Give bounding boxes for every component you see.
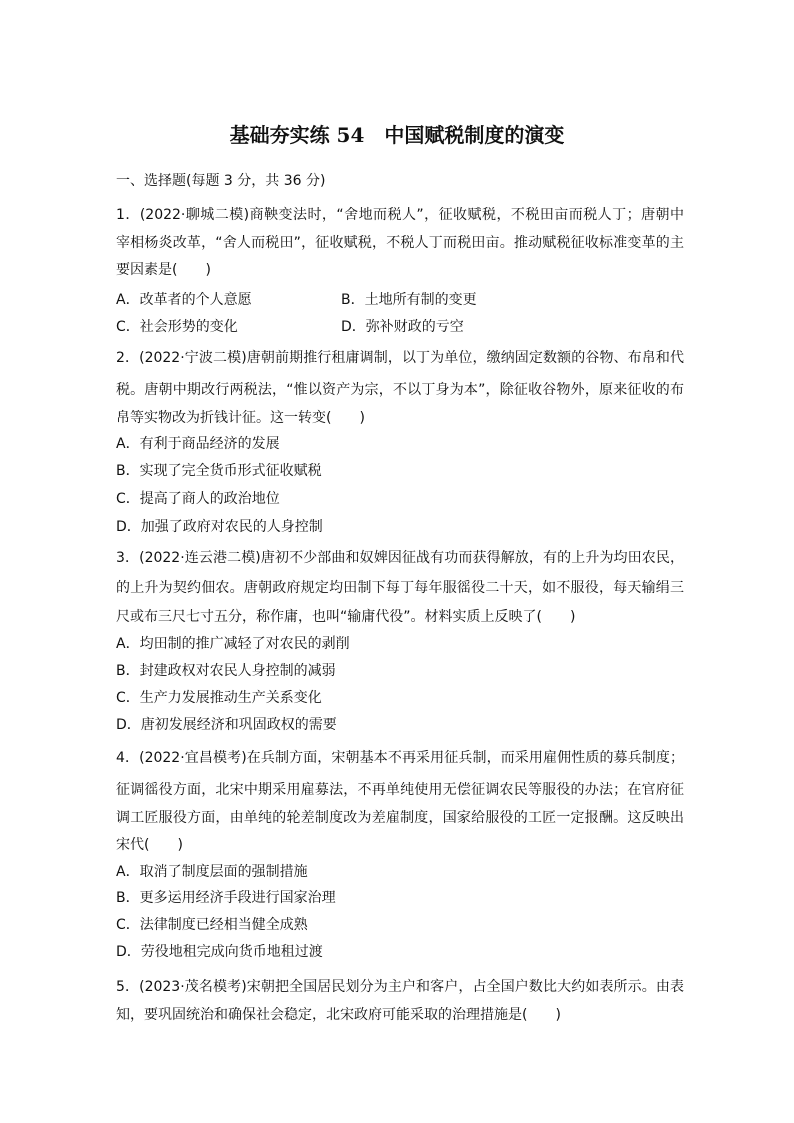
option-c[interactable]: C．提高了商人的政治地位: [116, 491, 280, 507]
option-c[interactable]: C．生产力发展推动生产关系变化: [116, 690, 322, 706]
question-text-line: 要因素是( ): [116, 262, 211, 278]
option-b[interactable]: B．更多运用经济手段进行国家治理: [116, 890, 336, 906]
question-text-line: 税。唐朝中期改行两税法，“惟以资产为宗，不以丁身为本”，除征收谷物外，原来征收的布: [116, 382, 684, 398]
question-text-line: 宋代( ): [116, 837, 183, 853]
question-text-line: 的上升为契约佃农。唐朝政府规定均田制下每丁每年服徭役二十天，如不服役，每天输绢三: [116, 580, 684, 596]
page-title: 基础夯实练 54 中国赋税制度的演变: [229, 123, 565, 147]
question-text-line: 宰相杨炎改革，“舍人而税田”，征收赋税，不税人丁而税田亩。推动赋税征收标准变革的主: [116, 235, 684, 251]
option-a[interactable]: A．取消了制度层面的强制措施: [116, 864, 308, 880]
option-d[interactable]: D．弥补财政的亏空: [341, 319, 464, 335]
option-c[interactable]: C．法律制度已经相当健全成熟: [116, 917, 308, 933]
question-text-line: 2．(2022·宁波二模)唐朝前期推行租庸调制，以丁为单位，缴纳固定数额的谷物、布帛和代: [116, 350, 684, 366]
question-text-line: 5．(2023·茂名模考)宋朝把全国居民划分为主户和客户，占全国户数比大约如表所示。由表: [116, 979, 684, 995]
question-text-line: 3．(2022·连云港二模)唐初不少部曲和奴婢因征战有功而获得解放，有的上升为均田农民，: [116, 550, 684, 566]
question-text-line: 1．(2022·聊城二模)商鞅变法时，“舍地而税人”，征收赋税，不税田亩而税人丁；唐朝中: [116, 207, 684, 223]
option-b[interactable]: B．土地所有制的变更: [341, 292, 477, 308]
question-text-line: 征调徭役方面，北宋中期采用雇募法，不再单纯使用无偿征调农民等服役的办法；在官府征: [116, 782, 684, 798]
question-text-line: 知，要巩固统治和确保社会稳定，北宋政府可能采取的治理措施是( ): [116, 1007, 561, 1023]
option-b[interactable]: B．封建政权对农民人身控制的减弱: [116, 663, 336, 679]
question-text-line: 4．(2022·宜昌模考)在兵制方面，宋朝基本不再采用征兵制，而采用雇佣性质的募兵制度；: [116, 750, 684, 766]
section-heading: 一、选择题(每题 3 分，共 36 分): [116, 173, 326, 189]
option-d[interactable]: D．劳役地租完成向货币地租过渡: [116, 944, 323, 960]
question-text-line: 调工匠服役方面，由单纯的轮差制度改为差雇制度，国家给服役的工匠一定报酬。这反映出: [116, 810, 684, 826]
option-b[interactable]: B．实现了完全货币形式征收赋税: [116, 463, 322, 479]
option-c[interactable]: C．社会形势的变化: [116, 319, 238, 335]
option-d[interactable]: D．唐初发展经济和巩固政权的需要: [116, 717, 337, 733]
option-a[interactable]: A．改革者的个人意愿: [116, 292, 252, 308]
question-text-line: 尺或布三尺七寸五分，称作庸，也叫“输庸代役”。材料实质上反映了( ): [116, 609, 576, 625]
option-a[interactable]: A．均田制的推广减轻了对农民的剥削: [116, 636, 350, 652]
question-text-line: 帛等实物改为折钱计征。这一转变( ): [116, 410, 365, 426]
option-d[interactable]: D．加强了政府对农民的人身控制: [116, 519, 323, 535]
option-a[interactable]: A．有利于商品经济的发展: [116, 436, 280, 452]
